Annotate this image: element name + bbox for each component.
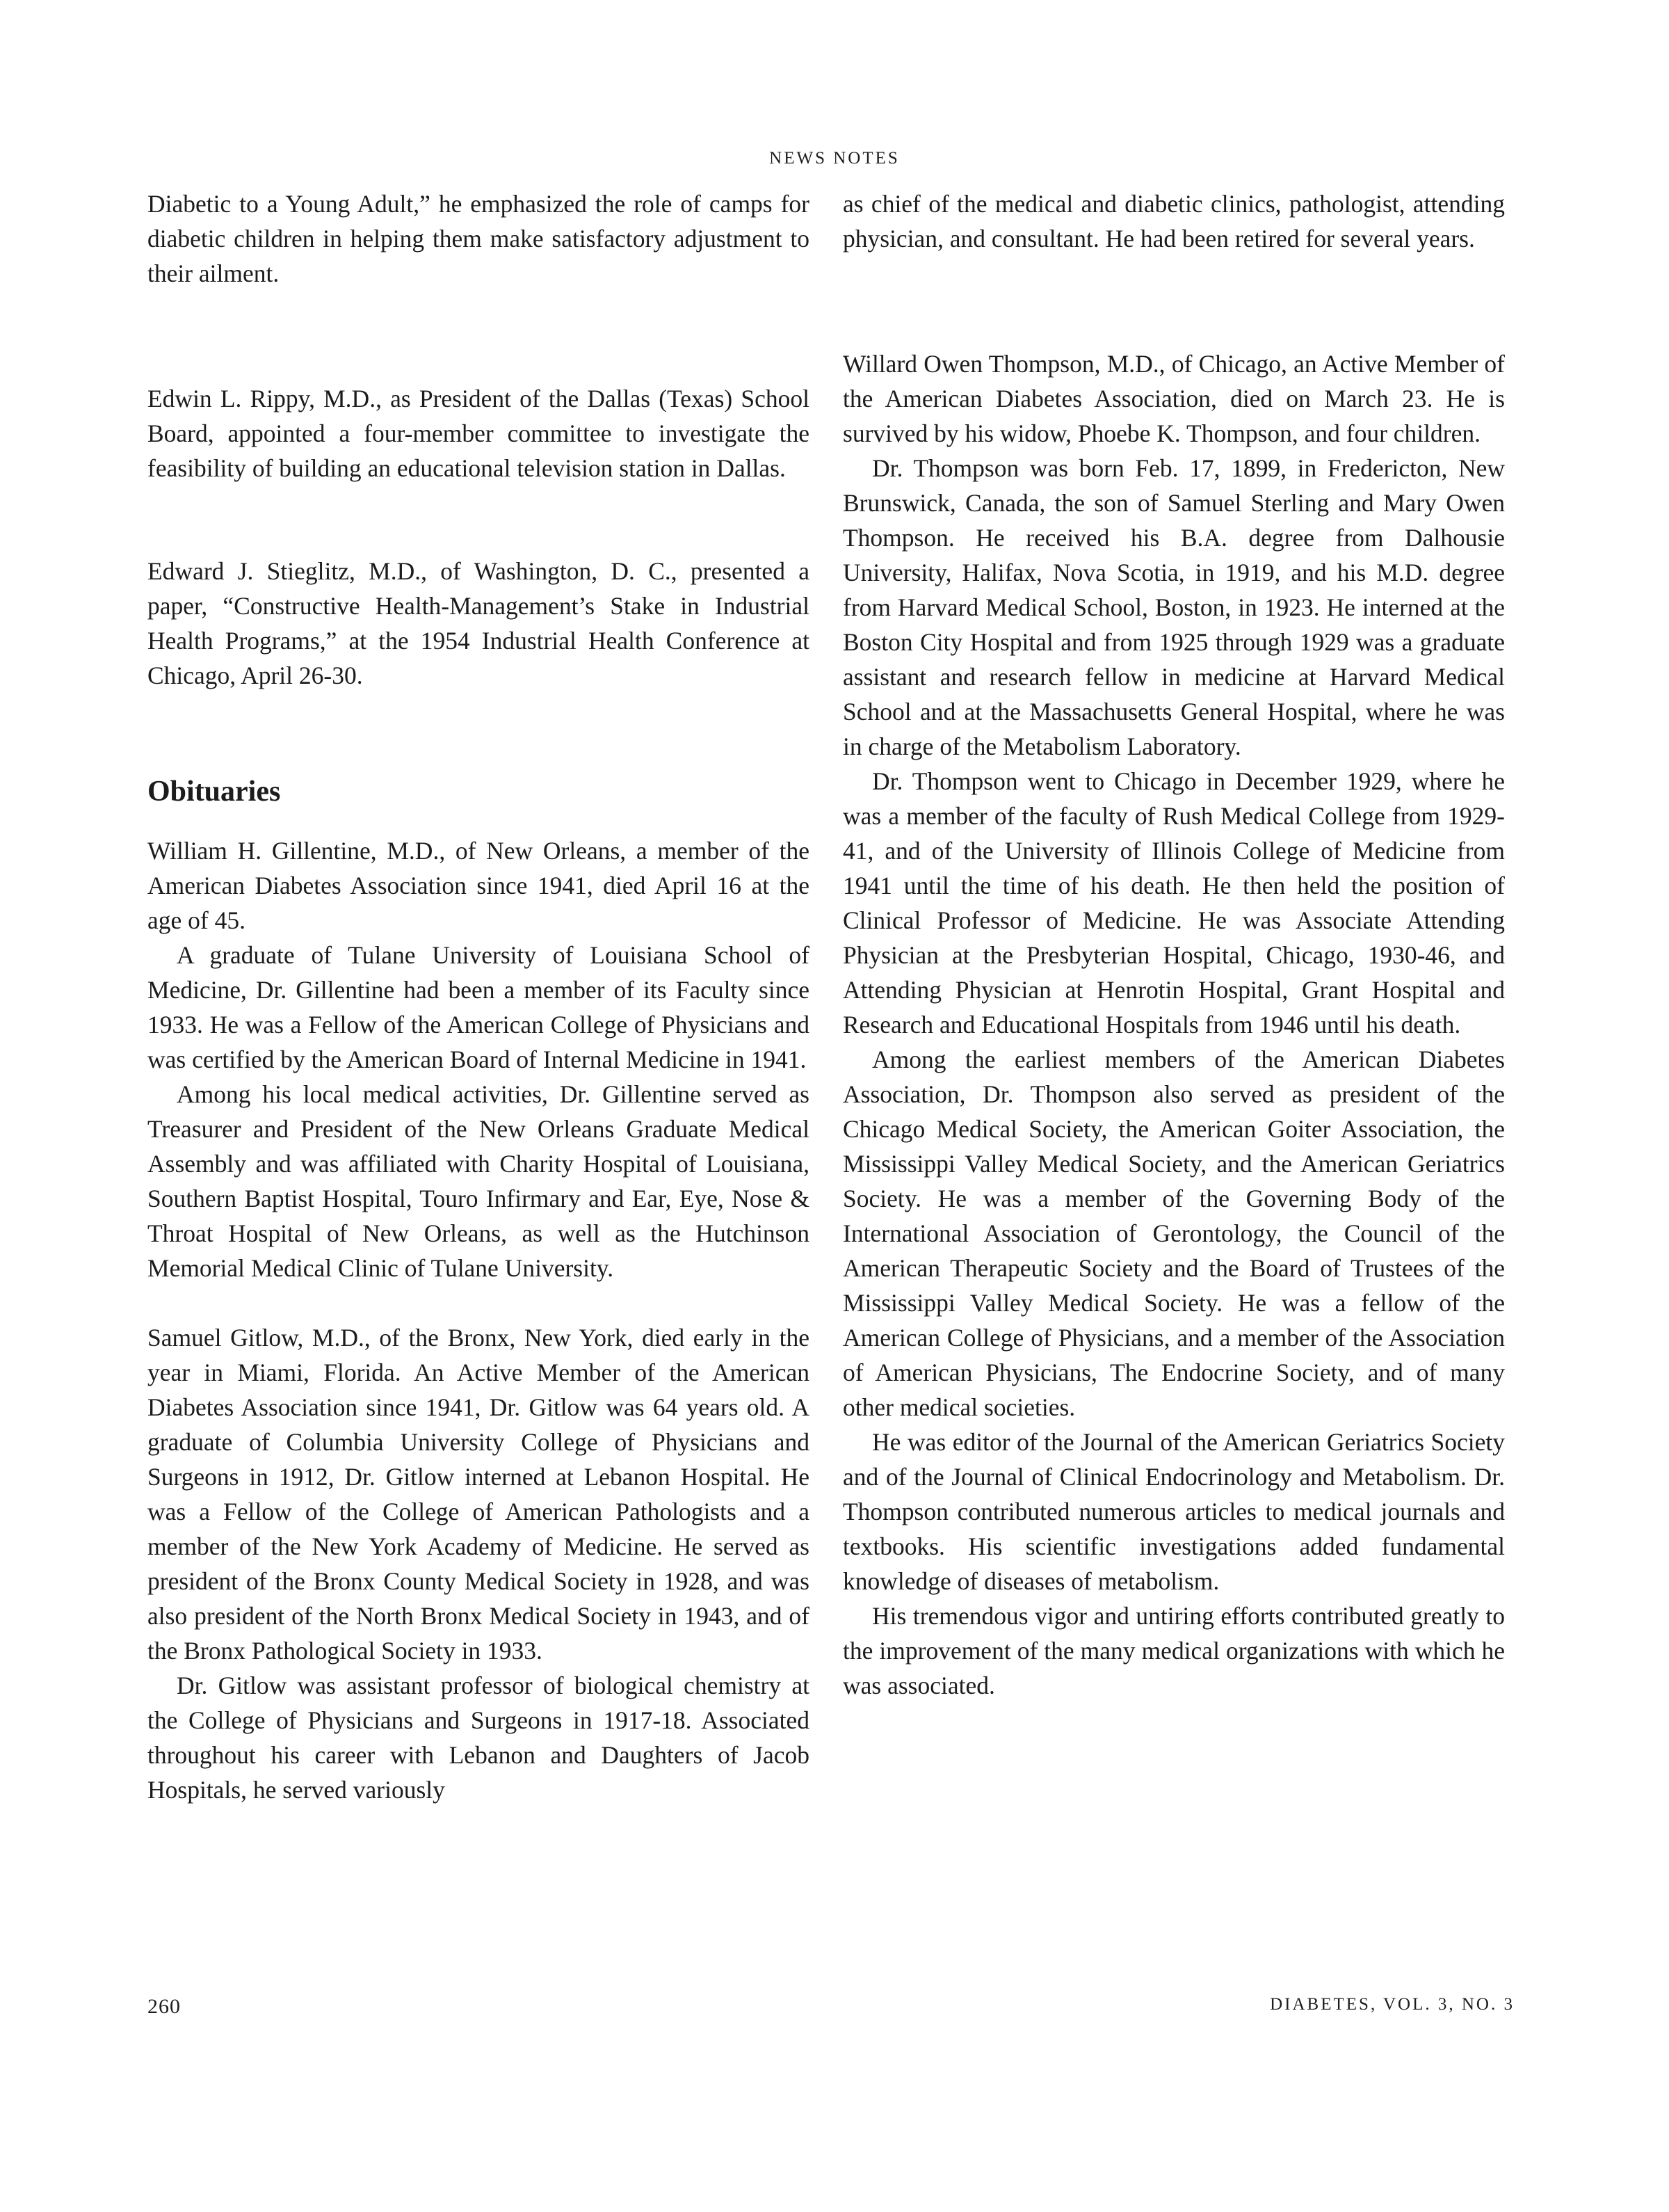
paragraph-thompson-editor: He was editor of the Journal of the American Geriatrics Society and of the Journal of Clinical Endocrinology and Metabolism. Dr. Thompson contributed numerous articles to medical journals and textbooks. His scientific investigations added fundamental knowledge of diseases of metabolism. (843, 1428, 1505, 1595)
section-heading-obituaries: Obituaries (147, 776, 281, 808)
paragraph-rippy: Edwin L. Rippy, M.D., as President of the Dallas (Texas) School Board, appointed a four-member committee to investigate the feasibility of building an educational television station in Dallas. (147, 385, 809, 482)
paragraph-gitlow-career: Dr. Gitlow was assistant professor of biological chemistry at the College of Physicians and Surgeons in 1917-18. Associated throughout his career with Lebanon and Daughters of Jacob Hospitals, he served variously (147, 1672, 809, 1804)
paragraph-gitlow-continuation: as chief of the medical and diabetic clinics, pathologist, attending physician, and consultant. He had been retired for several years. (843, 190, 1505, 253)
paragraph-thompson-legacy: His tremendous vigor and untiring efforts contributed greatly to the improvement of the many medical organizations with which he was associated. (843, 1602, 1505, 1699)
paragraph-thompson-intro: Willard Owen Thompson, M.D., of Chicago, an Active Member of the American Diabetes Association, died on March 23. He is survived by his widow, Phoebe K. Thompson, and four children. (843, 350, 1505, 447)
right-column (843, 186, 1505, 1703)
paragraph-camps-continuation: Diabetic to a Young Adult,” he emphasized the role of camps for diabetic children in helping them make satisfactory adjustment to their ailment. (147, 190, 809, 287)
page-number: 260 (147, 1995, 181, 2018)
paragraph-gillentine-activities: Among his local medical activities, Dr. Gillentine served as Treasurer and President of the New Orleans Graduate Medical Assembly and was affiliated with Charity Hospital of Louisiana, Southern Baptist Hospital, Touro Infirmary and Ear, Eye, Nose & Throat Hospital of New Orleans, as well as the Hutchinson Memorial Medical Clinic of Tulane University. (147, 1080, 809, 1282)
journal-reference: DIABETES, VOL. 3, NO. 3 (1270, 1995, 1515, 2014)
left-column (147, 186, 809, 1807)
paragraph-thompson-education: Dr. Thompson was born Feb. 17, 1899, in Fredericton, New Brunswick, Canada, the son of Samuel Sterling and Mary Owen Thompson. He received his B.A. degree from Dalhousie University, Halifax, Nova Scotia, in 1919, and his M.D. degree from Harvard Medical School, Boston, in 1923. He interned at the Boston City Hospital and from 1925 through 1929 was a graduate assistant and research fellow in medicine at Harvard Medical School and at the Massachusetts General Hospital, where he was in charge of the Metabolism Laboratory. (843, 454, 1505, 760)
paragraph-thompson-societies: Among the earliest members of the American Diabetes Association, Dr. Thompson also served as president of the Chicago Medical Society, the American Goiter Association, the Mississippi Valley Medical Society, and the American Geriatrics Society. He was a member of the Governing Body of the International Association of Gerontology, the Council of the American Therapeutic Society and the Board of Trustees of the Mississippi Valley Medical Society. He was a fellow of the American College of Physicians, and a member of the Association of American Physicians, The Endocrine Society, and of many other medical societies. (843, 1045, 1505, 1421)
running-head: NEWS NOTES (769, 149, 900, 168)
paragraph-gillentine-intro: William H. Gillentine, M.D., of New Orleans, a member of the American Diabetes Association since 1941, died April 16 at the age of 45. (147, 837, 809, 934)
paragraph-stieglitz: Edward J. Stieglitz, M.D., of Washington, D. C., presented a paper, “Constructive Health-Management’s Stake in Industrial Health Programs,” at the 1954 Industrial Health Conference at Chicago, April 26-30. (147, 557, 809, 689)
paragraph-thompson-chicago: Dr. Thompson went to Chicago in December 1929, where he was a member of the faculty of Rush Medical College from 1929-41, and of the University of Illinois College of Medicine from 1941 until the time of his death. He then held the position of Clinical Professor of Medicine. He was Associate Attending Physician at the Presbyterian Hospital, Chicago, 1930-46, and Attending Physician at Henrotin Hospital, Grant Hospital and Research and Educational Hospitals from 1946 until his death. (843, 767, 1505, 1039)
paragraph-gitlow-intro: Samuel Gitlow, M.D., of the Bronx, New York, died early in the year in Miami, Florida. An Active Member of the American Diabetes Association since 1941, Dr. Gitlow was 64 years old. A graduate of Columbia University College of Physicians and Surgeons in 1912, Dr. Gitlow interned at Lebanon Hospital. He was a Fellow of the College of American Pathologists and a member of the New York Academy of Medicine. He served as president of the Bronx County Medical Society in 1928, and was also president of the North Bronx Medical Society in 1943, and of the Bronx Pathological Society in 1933. (147, 1324, 809, 1665)
paragraph-gillentine-education: A graduate of Tulane University of Louisiana School of Medicine, Dr. Gillentine had been a member of its Faculty since 1933. He was a Fellow of the American College of Physicians and was certified by the American Board of Internal Medicine in 1941. (147, 941, 809, 1073)
